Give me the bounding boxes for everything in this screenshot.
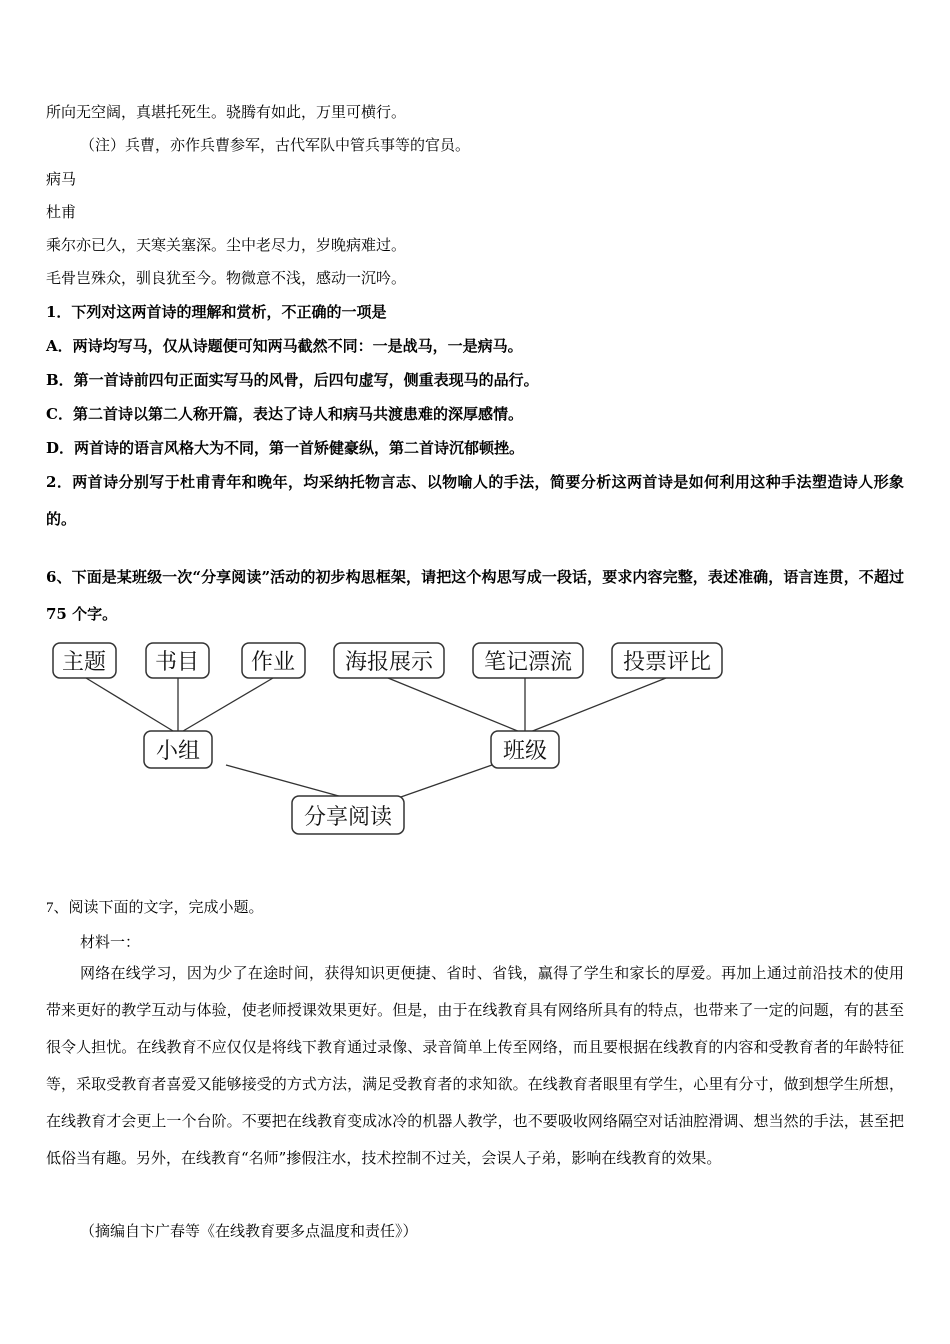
q1-stem: 1．下列对这两首诗的理解和赏析，不正确的一项是: [46, 303, 387, 321]
node-notes: [473, 643, 583, 678]
material-source: （摘编自卞广春等《在线教育要多点温度和责任》）: [80, 1222, 418, 1240]
node-class-label: 班级: [502, 739, 548, 764]
material-label: 材料一：: [80, 933, 141, 951]
material-text: 网络在线学习，因为少了在途时间，获得知识更便捷、省时、省钱，赢得了学生和家长的厚爱。再加上通过前沿技术的使用带来更好的教学互动与体验，使老师授课效果更好。但是，由于在线教育具有网络所具有的特点，也带来了一定的问题，有的甚至很令人担忧。在线教育不应仅仅是将线下教育通过录像、录音简单上传至网络，而且要根据在线教育的内容和受教育者的年龄特征等，采取受教育者喜爱又能够接受的方式方法，满足受教育者的求知欲。在线教育者眼里有学生，心里有分寸，做到想学生所想，在线教育才会更上一个台阶。不要把在线教育变成冰冷的机器人教学，也不要吸收网络隔空对话油腔滑调、想当然的手法，甚至把低俗当有趣。另外，在线教育“名师”掺假注水，技术控制不过关，会误人子弟，影响在线教育的效果。: [46, 964, 904, 1167]
poem2-line-2: 毛骨岂殊众，驯良犹至今。物微意不浅，感动一沉吟。: [46, 269, 407, 287]
node-root: [292, 796, 404, 834]
node-vote-label: 投票评比: [622, 650, 712, 675]
q7-heading: 7、阅读下面的文字，完成小题。: [46, 900, 264, 916]
node-poster: [334, 643, 444, 678]
poem1-last-line: 所向无空阔，真堪托死生。骁腾有如此，万里可横行。: [46, 103, 407, 121]
poem2-author: 杜甫: [46, 203, 77, 221]
node-group: [144, 731, 212, 768]
q6-text: 6、下面是某班级一次“分享阅读”活动的初步构思框架，请把这个构思写成一段话，要求内容完整，表述准确，语言连贯，不超过 75 个字。: [46, 568, 904, 623]
node-vote: [612, 643, 722, 678]
node-homework: [242, 643, 305, 678]
poem1-note: （注）兵曹，亦作兵曹参军，古代军队中管兵事等的官员。: [80, 136, 471, 154]
node-booklist: [146, 643, 209, 678]
q1-option-b: B．第一首诗前四句正面实写马的风骨，后四句虚写，侧重表现马的品行。: [46, 371, 539, 389]
node-theme: [53, 643, 116, 678]
node-root-label: 分享阅读: [303, 805, 393, 830]
edge-poster-class: [388, 678, 525, 734]
q2-text: 2．两首诗分别写于杜甫青年和晚年，均采纳托物言志、以物喻人的手法，简要分析这两首诗是如何利用这种手法塑造诗人形象的。: [46, 473, 904, 528]
q1-option-a: A．两诗均写马，仅从诗题便可知两马截然不同：一是战马，一是病马。: [46, 337, 523, 355]
node-poster-label: 海报展示: [344, 650, 434, 675]
node-notes-label: 笔记漂流: [483, 650, 573, 675]
node-homework-label: 作业: [250, 650, 296, 675]
poem2-line-1: 乘尔亦已久，天寒关塞深。尘中老尽力，岁晚病难过。: [46, 236, 407, 254]
activity-framework-diagram: [48, 638, 728, 838]
edge-class-root: [398, 765, 492, 798]
edge-theme-group: [86, 678, 178, 734]
poem2-title: 病马: [46, 170, 77, 188]
edge-group-root: [226, 765, 346, 798]
node-theme-label: 主题: [61, 650, 107, 675]
edge-vote-class: [525, 678, 666, 734]
edge-homework-group: [178, 678, 273, 734]
q1-option-c: C．第二首诗以第二人称开篇，表达了诗人和病马共渡患难的深厚感情。: [46, 405, 523, 423]
node-group-label: 小组: [155, 739, 201, 764]
q1-option-d: D．两首诗的语言风格大为不同，第一首矫健豪纵，第二首诗沉郁顿挫。: [46, 439, 525, 457]
node-booklist-label: 书目: [154, 650, 200, 675]
node-class: [491, 731, 559, 768]
